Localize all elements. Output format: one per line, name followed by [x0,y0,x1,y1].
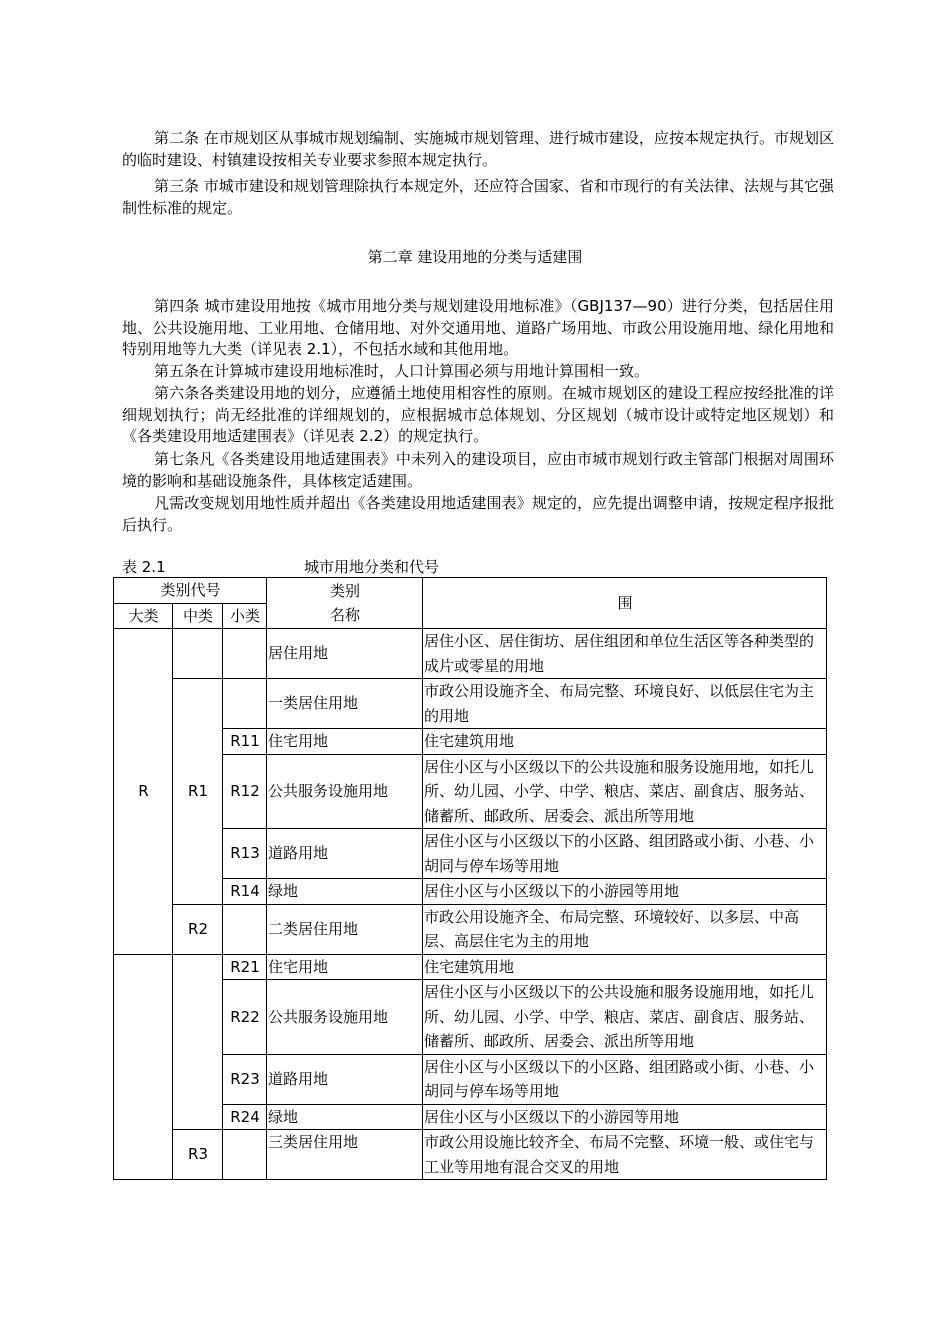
row-name: 住宅用地 [267,954,423,980]
middle-code-r1: R1 [173,679,223,905]
article-7-supplement: 凡需改变规划用地性质并超出《各类建设用地适建围表》规定的，应先提出调整申请，按规定程序报批后执行。 [122,494,834,534]
minor-code: R22 [223,980,267,1055]
row-desc: 居住小区与小区级以下的公共设施和服务设施用地，如托儿所、幼儿园、小学、中学、粮店、菜店、副食店、服务站、储蓄所、邮政所、居委会、派出所等用地 [423,980,827,1055]
major-code-r: R [114,629,173,955]
row-desc: 居住小区与小区级以下的公共设施和服务设施用地，如托儿所、幼儿园、小学、中学、粮店、菜店、副食店、服务站、储蓄所、邮政所、居委会、派出所等用地 [423,754,827,829]
header-name [267,578,423,629]
article-5: 第五条在计算城市建设用地标准时，人口计算围必须与用地计算围相一致。 [154,362,650,380]
header-middle: 中类 [173,603,223,629]
row-desc: 住宅建筑用地 [423,729,827,755]
row-desc: 居住小区与小区级以下的小游园等用地 [423,1104,827,1130]
table-number: 表 2.1 [122,558,166,576]
header-code: 类别代号 [114,578,267,604]
table-row [114,954,827,980]
row-name: 公共服务设施用地 [267,754,423,829]
row-name: 一类居住用地 [267,679,423,729]
header-name-line1: 类别 [329,581,360,600]
table-row [114,904,827,954]
row-name: 道路用地 [267,829,423,879]
article-3: 第三条 市城市建设和规划管理除执行本规定外，还应符合国家、省和市现行的有关法律、法规与其它强制性标准的规定。 [122,177,834,217]
minor-code: R23 [223,1054,267,1104]
row-desc: 居住小区与小区级以下的小区路、组团路或小街、小巷、小胡同与停车场等用地 [423,1054,827,1104]
article-4: 第四条 城市建设用地按《城市用地分类与规划建设用地标准》（GBJ137—90）进行分类，包括居住用地、公共设施用地、工业用地、仓储用地、对外交通用地、道路广场用地、市政公用设施用地、绿化用地和特别用地等九大类（详见表 2.1），不包括水域和其他用地。 [122,297,834,358]
header-name-line2: 名称 [329,606,360,624]
minor-code: R12 [223,754,267,829]
chapter-heading: 第二章 建设用地的分类与适建围 [367,248,583,266]
header-major: 大类 [114,603,173,629]
land-use-table [113,577,827,1180]
minor-code: R14 [223,879,267,905]
middle-code-r3: R3 [173,1130,223,1180]
row-desc: 居住小区与小区级以下的小游园等用地 [423,879,827,905]
row-desc: 住宅建筑用地 [423,954,827,980]
row-name: 绿地 [267,879,423,905]
row-desc: 居住小区、居住街坊、居住组团和单位生活区等各种类型的成片或零星的用地 [423,629,827,679]
table-row [114,629,827,679]
minor-code: R21 [223,954,267,980]
row-desc: 市政公用设施齐全、布局完整、环境良好、以低层住宅为主的用地 [423,679,827,729]
middle-code-r2: R2 [173,904,223,954]
article-2: 第二条 在市规划区从事城市规划编制、实施城市规划管理、进行城市建设，应按本规定执行。市规划区的临时建设、村镇建设按相关专业要求参照本规定执行。 [122,129,834,169]
row-name: 居住用地 [267,629,423,679]
header-row-1 [114,578,827,604]
minor-code: R13 [223,829,267,879]
table-row [114,1130,827,1180]
row-name: 绿地 [267,1104,423,1130]
article-6: 第六条各类建设用地的划分，应遵循土地使用相容性的原则。在城市规划区的建设工程应按经批准的详细规划执行；尚无经批准的详细规划的，应根据城市总体规划、分区规划（城市设计或特定地区规划）和《各类建设用地适建围表》（详见表 2.2）的规定执行。 [122,384,834,445]
row-name: 道路用地 [267,1054,423,1104]
row-name: 二类居住用地 [267,904,423,954]
row-name: 公共服务设施用地 [267,980,423,1055]
row-name: 住宅用地 [267,729,423,755]
row-desc: 居住小区与小区级以下的小区路、组团路或小街、小巷、小胡同与停车场等用地 [423,829,827,879]
minor-code: R24 [223,1104,267,1130]
table-row [114,679,827,729]
header-scope: 围 [423,578,827,629]
table-title: 城市用地分类和代号 [304,558,440,576]
article-7: 第七条凡《各类建设用地适建围表》中未列入的建设项目，应由市城市规划行政主管部门根据对周围环境的影响和基础设施条件，具体核定适建围。 [122,450,834,490]
row-name: 三类居住用地 [267,1130,423,1180]
minor-code: R11 [223,729,267,755]
header-minor: 小类 [223,603,267,629]
row-desc: 市政公用设施齐全、布局完整、环境较好、以多层、中高层、高层住宅为主的用地 [423,904,827,954]
row-desc: 市政公用设施比较齐全、布局不完整、环境一般、或住宅与工业等用地有混合交叉的用地 [423,1130,827,1180]
